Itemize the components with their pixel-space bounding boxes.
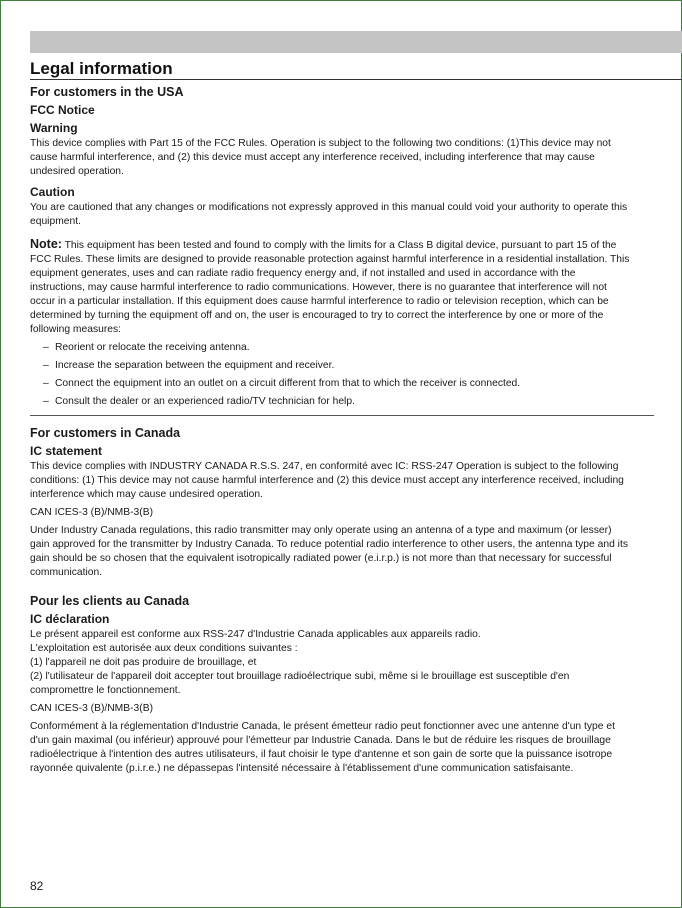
fcc-notice-heading: FCC Notice	[30, 103, 95, 117]
ic-statement-heading: IC statement	[30, 444, 103, 458]
list-item: – Increase the separation between the equipment and receiver.	[30, 359, 630, 373]
canada-heading: For customers in Canada	[30, 426, 181, 440]
note-text: This equipment has been tested and found to comply with the limits for a Class B digital device, pursuant to part 15 of the FCC Rules. These limits are designed to provide reasonable protection against harmful interference in a residential installation. This equipment generates, uses and can radiate radio frequency energy and, if not installed and used in accordance with the instructions, may cause harmful interference to radio communications. However, there is no guarantee that interference will not occur in a particular installation. If this equipment does cause harmful interference to radio or television reception, which can be determined by turning the equipment off and on, the user is encouraged to try to correct the interference by one or more of the following measures:	[30, 240, 630, 335]
ices-label-fr: CAN ICES-3 (B)/NMB-3(B)	[30, 703, 153, 714]
canada-regulation-text: Under Industry Canada regulations, this radio transmitter may only operate using an antenna of a type and maximum (or lesser) gain approved for the transmitter by Industry Canada. To reduce potential radio interference to other users, the antenna type and its gain should be so chosen that the equivalent isotropically radiated power (e.i.r.p.) is not more than that necessary for successful communication.	[30, 525, 628, 578]
canada-section	[30, 424, 630, 580]
ices-label: CAN ICES-3 (B)/NMB-3(B)	[30, 507, 153, 518]
warning-heading: Warning	[30, 121, 78, 135]
page-title: Legal information	[30, 59, 173, 78]
usa-section	[30, 83, 630, 409]
canada-fr-regulation-text: Conformément à la réglementation d'Industrie Canada, le présent émetteur radio peut fonctionner avec une antenne d'un type et d'un gain maximal (ou inférieur) approuvé pour l'émetteur par Industrie Canada. Dans le but de réduire les risques de brouillage radioélectrique à l'intention des autres utilisateurs, il faut choisir le type d'antenne et son gain de sorte que la puissance isotrope rayonnée quivalente (p.i.r.e.) ne dépassepas l'intensité nécessaire à l'établissement d'une communication satisfaisante.	[30, 721, 615, 774]
title-divider	[30, 79, 682, 80]
canada-fr-heading: Pour les clients au Canada	[30, 594, 190, 608]
note-label: Note:	[30, 237, 62, 251]
measures-list	[30, 341, 630, 409]
usa-heading: For customers in the USA	[30, 85, 184, 99]
ic-declaration-line-2: L'exploitation est autorisée aux deux conditions suivantes :	[30, 643, 298, 654]
warning-text: This device complies with Part 15 of the FCC Rules. Operation is subject to the following two conditions: (1)This device may not cause harmful interference, and (2) this device must accept any interference received, including interference that may cause undesired operation.	[30, 138, 611, 177]
content	[30, 83, 630, 780]
list-item: – Reorient or relocate the receiving antenna.	[30, 341, 630, 355]
page-number: 82	[30, 879, 44, 893]
ic-declaration-line-4: (2) l'utilisateur de l'appareil doit accepter tout brouillage radioélectrique subi, même si le brouillage est susceptible d'en compromettre le fonctionnement.	[30, 671, 570, 696]
ic-declaration-line-3: (1) l'appareil ne doit pas produire de brouillage, et	[30, 657, 257, 668]
ic-declaration-heading: IC déclaration	[30, 612, 110, 626]
note-paragraph	[30, 237, 630, 337]
ic-declaration-line-1: Le présent appareil est conforme aux RSS-247 d'Industrie Canada applicables aux appareils radio.	[30, 629, 481, 640]
caution-heading: Caution	[30, 185, 75, 199]
header-bar	[30, 31, 682, 53]
caution-text: You are cautioned that any changes or modifications not expressly approved in this manual could void your authority to operate this equipment.	[30, 202, 628, 227]
canada-fr-section	[30, 592, 630, 776]
ic-statement-text: This device complies with INDUSTRY CANADA R.S.S. 247, en conformité avec IC: RSS-247 Operation is subject to the following conditions: (1) This device may not cause harmful interference and (2) this device must accept any interference received, including interference which may cause undesired operation.	[30, 461, 624, 500]
list-item: – Consult the dealer or an experienced radio/TV technician for help.	[30, 395, 630, 409]
list-item: – Connect the equipment into an outlet on a circuit different from that to which the receiver is connected.	[30, 377, 630, 391]
section-divider	[30, 415, 654, 416]
